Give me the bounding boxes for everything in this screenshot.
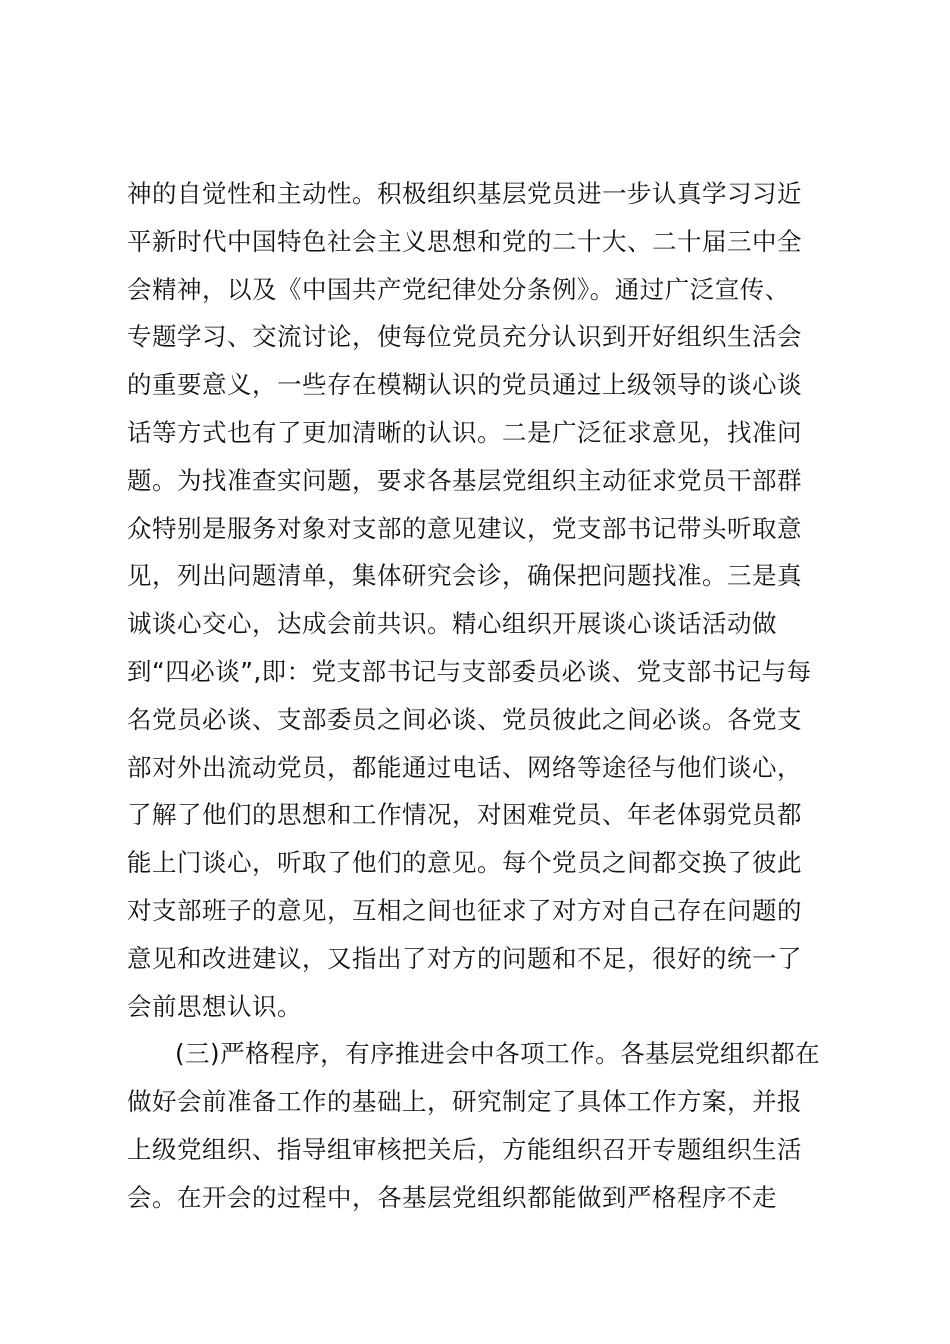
text-line: 了解了他们的思想和工作情况，对困难党员、年老体弱党员都 [127, 800, 802, 830]
document-body [127, 170, 827, 1222]
text-line: 话等方式也有了更加清晰的认识。二是广泛征求意见，找准问 [127, 417, 802, 447]
text-line: 的重要意义，一些存在模糊认识的党员通过上级领导的谈心谈 [127, 370, 802, 400]
text-line: 见，列出问题清单，集体研究会诊，确保把问题找准。三是真 [127, 561, 802, 591]
text-line: 会。在开会的过程中，各基层党组织都能做到严格程序不走 [127, 1182, 777, 1212]
text-line: 上级党组织、指导组审核把关后，方能组织召开专题组织生活 [127, 1134, 802, 1164]
text-line: 做好会前准备工作的基础上，研究制定了具体工作方案，并报 [127, 1087, 802, 1117]
text-line: 题。为找准查实问题，要求各基层党组织主动征求党员干部群 [127, 465, 802, 495]
section-heading-line: (三)严格程序，有序推进会中各项工作。各基层党组织都在 [175, 1039, 821, 1069]
text-line: 意见和改进建议，又指出了对方的问题和不足，很好的统一了 [127, 943, 802, 973]
text-line: 神的自觉性和主动性。积极组织基层党员进一步认真学习习近 [127, 179, 802, 208]
text-line: 到“四必谈”,即：党支部书记与支部委员必谈、党支部书记与每 [127, 656, 812, 686]
text-line: 名党员必谈、支部委员之间必谈、党员彼此之间必谈。各党支 [127, 704, 802, 734]
text-line: 专题学习、交流讨论，使每位党员充分认识到开好组织生活会 [127, 322, 802, 352]
text-line: 会精神，以及《中国共产党纪律处分条例》。通过广泛宣传、 [127, 274, 790, 304]
text-line: 能上门谈心，听取了他们的意见。每个党员之间都交换了彼此 [127, 848, 802, 878]
text-line: 诚谈心交心，达成会前共识。精心组织开展谈心谈话活动做 [127, 609, 777, 639]
text-line: 对支部班子的意见，互相之间也征求了对方对自己存在问题的 [127, 895, 802, 925]
text-line: 会前思想认识。 [127, 991, 302, 1021]
text-line: 众特别是服务对象对支部的意见建议，党支部书记带头听取意 [127, 513, 802, 543]
text-line: 平新时代中国特色社会主义思想和党的二十大、二十届三中全 [127, 226, 802, 256]
text-line: 部对外出流动党员，都能通过电话、网络等途径与他们谈心， [127, 752, 802, 782]
